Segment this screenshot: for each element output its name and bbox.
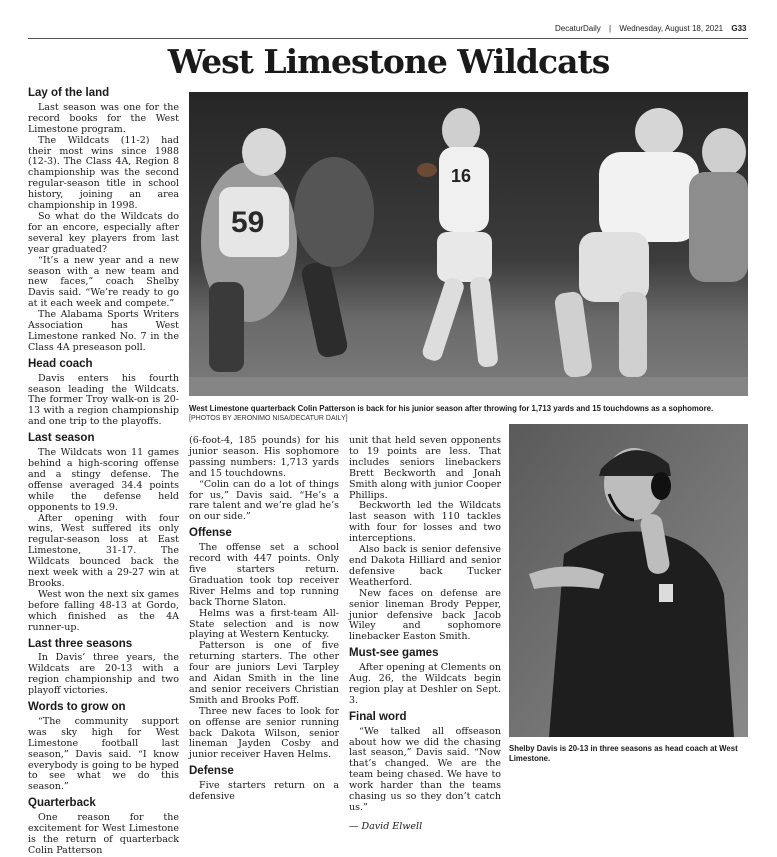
paragraph: unit that held seven opponents to 19 points are less. That includes seniors linebackers Brett Beckworth and Jonah Smith along with junior Cooper Phillips. bbox=[349, 435, 501, 501]
paragraph: So what do the Wildcats do for an encore, especially after several key players from last year graduated? bbox=[28, 210, 179, 255]
paragraph: New faces on defense are senior lineman Brody Pepper, junior defensive back Jacob Wiley and sophomore linebacker Easton Smith. bbox=[349, 587, 501, 643]
header-rule bbox=[28, 38, 748, 39]
paragraph: Three new faces to look for on offense are senior running back Dakota Wilson, senior lineman Jayden Cosby and junior receiver Haven Helms. bbox=[189, 705, 339, 761]
section-heading: Words to grow on bbox=[28, 701, 126, 714]
paragraph: “The community support was sky high for West Limestone football last season,” Davis said. “I know everybody is going to be hyped to see what we do this season.” bbox=[28, 715, 179, 793]
quarterback-photo-illustration bbox=[189, 92, 748, 396]
section-heading: Last three seasons bbox=[28, 637, 133, 650]
paragraph: The offense set a school record with 447 points. Only five starters return. Graduation took top receiver River Helms and top running back Thorne Slaton. bbox=[189, 542, 339, 608]
publication-name: DecaturDaily bbox=[555, 24, 601, 33]
section-heading: Lay of the land bbox=[28, 87, 110, 99]
paragraph: “Colin can do a lot of things for us,” Davis said. “He’s a rare talent and we’re glad he’s on our side.” bbox=[189, 478, 339, 523]
coach-photo bbox=[509, 424, 748, 737]
article-column-2 bbox=[189, 436, 339, 803]
paragraph: Last season was one for the record books for the West Limestone program. bbox=[28, 101, 179, 135]
paragraph: Helms was a first-team All-State selection and is now playing at Western Kentucky. bbox=[189, 607, 339, 641]
section-heading: Must-see games bbox=[349, 647, 439, 660]
header-separator: | bbox=[609, 24, 612, 33]
paragraph: (6-foot-4, 185 pounds) for his junior season. His sophomore passing numbers: 1,713 yards and 15 touchdowns. bbox=[189, 435, 339, 479]
paragraph: Also back is senior defensive end Dakota Hilliard and senior defensive back Tucker Weatherford. bbox=[349, 544, 501, 588]
section-heading: Defense bbox=[189, 765, 234, 778]
page-number: G33 bbox=[731, 24, 747, 33]
paragraph: After opening at Clements on Aug. 26, the Wildcats begin region play at Deshler on Sept. 3. bbox=[349, 662, 501, 706]
paragraph: “We talked all offseason about how we did the chasing last season,” Davis said. “Now that’s changed. We are the team being chased. We have to work harder than the teams chasing us so they don’t catch us.” bbox=[349, 725, 501, 813]
paragraph: “It’s a new year and a new season with a new team and new faces,” coach Shelby Davis said. “We’re ready to go at it each week and compete.” bbox=[28, 254, 179, 310]
publication-date: Wednesday, August 18, 2021 bbox=[619, 24, 724, 33]
paragraph: Beckworth led the Wildcats last season with 110 tackles with four for losses and two interceptions. bbox=[349, 500, 501, 545]
section-heading: Head coach bbox=[28, 357, 93, 370]
section-heading: Last season bbox=[28, 432, 95, 445]
paragraph: In Davis’ three years, the Wildcats are 20-13 with a region championship and two playoff victories. bbox=[28, 652, 179, 697]
coach-photo-caption: Shelby Davis is 20-13 in three seasons as head coach at West Limestone. bbox=[509, 744, 738, 763]
section-heading: Quarterback bbox=[28, 797, 96, 810]
jersey-number-16: 16 bbox=[451, 166, 472, 186]
paragraph: One reason for the excitement for West Limestone is the return of quarterback Colin Patterson bbox=[28, 812, 179, 856]
jersey-number-59: 59 bbox=[231, 206, 265, 239]
article-column-1 bbox=[28, 88, 179, 857]
coach-photo-illustration bbox=[509, 424, 748, 737]
photo-credit: [PHOTOS BY JERONIMO NISA/DECATUR DAILY] bbox=[189, 415, 348, 422]
paragraph: The Alabama Sports Writers Association has West Limestone ranked No. 7 in the Class 4A preseason poll. bbox=[28, 309, 179, 353]
byline: — David Elwell bbox=[349, 820, 423, 832]
section-heading: Offense bbox=[189, 527, 232, 540]
quarterback-photo bbox=[189, 92, 748, 396]
paragraph: Patterson is one of five returning starters. The other four are juniors Levi Tarpley and Aidan Smith in the line and senior receivers Christian Smith and Brooks Poff. bbox=[189, 640, 339, 706]
article-column-3 bbox=[349, 436, 501, 833]
main-photo-caption: West Limestone quarterback Colin Patterson is back for his junior season after throwing for 1,713 yards and 15 touchdowns as a sophomore. bbox=[189, 404, 714, 413]
page-title: West Limestone Wildcats bbox=[167, 42, 610, 81]
paragraph: West won the next six games before falling 48-13 at Gordo, which finished as the 4A runner-up. bbox=[28, 588, 179, 633]
page-header bbox=[555, 24, 755, 33]
paragraph: The Wildcats won 11 games behind a high-scoring offense and a stingy defense. The offense averaged 34.4 points while the defense held opponents to 19.9. bbox=[28, 447, 179, 513]
section-heading: Final word bbox=[349, 710, 407, 723]
paragraph: Davis enters his fourth season leading the Wildcats. The former Troy walk-on is 20-13 with a region championship and one trip to the playoffs. bbox=[28, 372, 179, 428]
paragraph: After opening with four wins, West suffered its only regular-season loss at East Limestone, 31-17. The Wildcats bounced back the next week with a 29-27 win at Brooks. bbox=[28, 512, 179, 589]
paragraph: Five starters return on a defensive bbox=[189, 780, 339, 803]
paragraph: The Wildcats (11-2) had their most wins since 1988 (12-3). The Class 4A, Region 8 championship was the second regular-season title in school history, joining an area championship in 1998. bbox=[28, 134, 179, 212]
